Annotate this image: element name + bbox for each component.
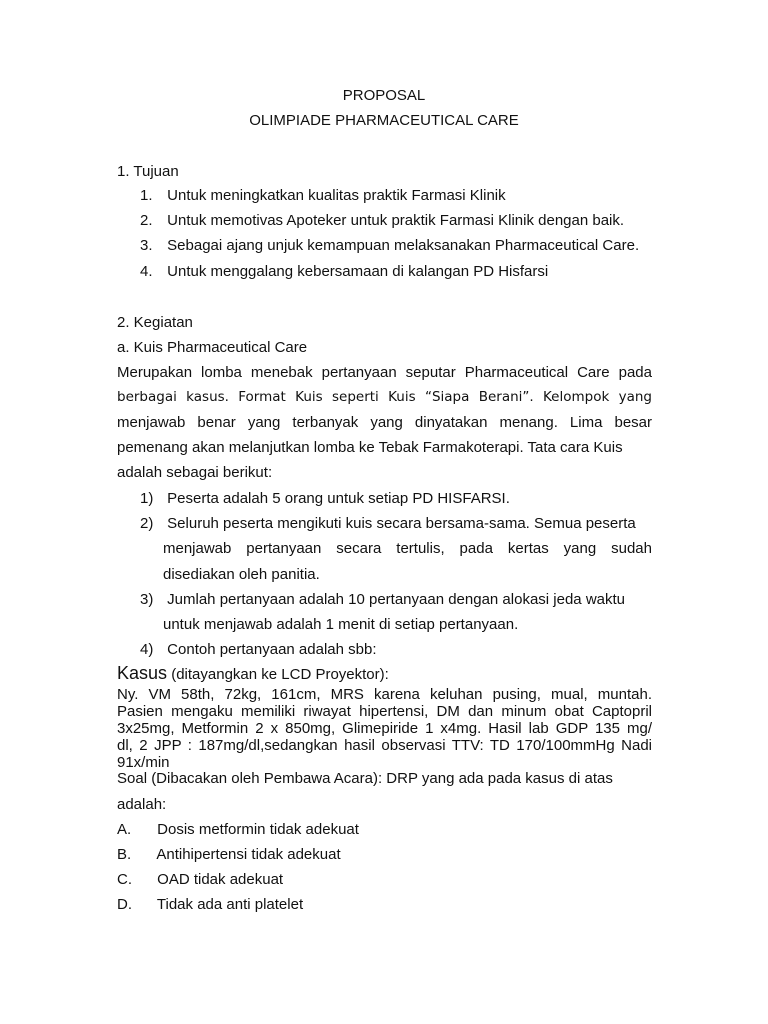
option-letter: D. [117, 896, 132, 913]
rule-text: Jumlah pertanyaan adalah 10 pertanyaan dengan alokasi jeda waktu [167, 591, 626, 608]
list-item [140, 212, 624, 229]
kasus-heading [117, 663, 389, 684]
rule-text-continuation: disediakan oleh panitia. [163, 566, 320, 583]
rule-number: 1) [140, 490, 154, 507]
paragraph-line: menjawab benar yang terbanyak yang dinyatakan menang. Lima besar [117, 414, 652, 431]
kasus-line: 91x/min [117, 754, 170, 771]
section-2-heading: 2. Kegiatan [117, 314, 193, 331]
list-item-number: 4. [140, 263, 153, 280]
kasus-line: dl, 2 JPP : 187mg/dl,sedangkan hasil observasi TTV: TD 170/100mmHg Nadi [117, 737, 652, 754]
kasus-line: 3x25mg, Metformin 2 x 850mg, Glimepiride 1 x4mg. Hasil lab GDP 135 mg/ [117, 720, 652, 737]
list-item-number: 2. [140, 212, 153, 229]
list-item-number: 3. [140, 237, 153, 254]
list-item [140, 237, 639, 254]
kasus-title-note: (ditayangkan ke LCD Proyektor): [167, 666, 389, 683]
paragraph-line: pemenang akan melanjutkan lomba ke Tebak Farmakoterapi. Tata cara Kuis [117, 439, 623, 456]
rule-text-continuation: menjawab pertanyaan secara tertulis, pada kertas yang sudah [163, 540, 652, 557]
paragraph-line: adalah sebagai berikut: [117, 464, 273, 481]
option-letter: C. [117, 871, 132, 888]
rule-item [140, 490, 510, 507]
option-text: Antihipertensi tidak adekuat [156, 846, 341, 863]
option-letter: B. [117, 846, 132, 863]
answer-option [117, 896, 303, 913]
rule-text: Contoh pertanyaan adalah sbb: [167, 641, 377, 658]
list-item-text: Sebagai ajang unjuk kemampuan melaksanakan Pharmaceutical Care. [167, 237, 640, 254]
rule-item [140, 515, 636, 532]
option-text: Dosis metformin tidak adekuat [157, 821, 359, 838]
rule-text: Peserta adalah 5 orang untuk setiap PD HISFARSI. [167, 490, 510, 507]
paragraph-line: Merupakan lomba menebak pertanyaan seputar Pharmaceutical Care pada [117, 364, 652, 381]
rule-text-continuation: untuk menjawab adalah 1 menit di setiap pertanyaan. [163, 616, 519, 633]
rule-number: 3) [140, 591, 154, 608]
kasus-line: Pasien mengaku memiliki riwayat hipertensi, DM dan minum obat Captopril [117, 703, 652, 720]
section-1-heading: 1. Tujuan [117, 163, 179, 180]
answer-option [117, 871, 283, 888]
kasus-title: Kasus [117, 663, 168, 683]
doc-subtitle: OLIMPIADE PHARMACEUTICAL CARE [249, 112, 519, 129]
option-letter: A. [117, 821, 132, 838]
doc-title: PROPOSAL [342, 87, 426, 104]
list-item-text: Untuk memotivas Apoteker untuk praktik Farmasi Klinik dengan baik. [167, 212, 625, 229]
list-item-number: 1. [140, 187, 153, 204]
subsection-heading: a. Kuis Pharmaceutical Care [117, 339, 308, 356]
soal-line: Soal (Dibacakan oleh Pembawa Acara): DRP yang ada pada kasus di atas [117, 770, 613, 787]
soal-line: adalah: [117, 796, 167, 813]
rule-number: 4) [140, 641, 154, 658]
answer-option [117, 846, 341, 863]
kasus-line: Ny. VM 58th, 72kg, 161cm, MRS karena keluhan pusing, mual, muntah. [117, 686, 652, 703]
rule-text: Seluruh peserta mengikuti kuis secara bersama-sama. Semua peserta [167, 515, 636, 532]
option-text: Tidak ada anti platelet [156, 896, 304, 913]
rule-item [140, 591, 625, 608]
rule-item [140, 641, 377, 658]
list-item [140, 263, 548, 280]
paragraph-line: berbagai kasus. Format Kuis seperti Kuis “Siapa Berani”. Kelompok yang [117, 389, 652, 405]
rule-number: 2) [140, 515, 154, 532]
answer-option [117, 821, 359, 838]
list-item-text: Untuk meningkatkan kualitas praktik Farmasi Klinik [167, 187, 506, 204]
list-item [140, 187, 506, 204]
list-item-text: Untuk menggalang kebersamaan di kalangan PD Hisfarsi [167, 263, 549, 280]
option-text: OAD tidak adekuat [157, 871, 284, 888]
